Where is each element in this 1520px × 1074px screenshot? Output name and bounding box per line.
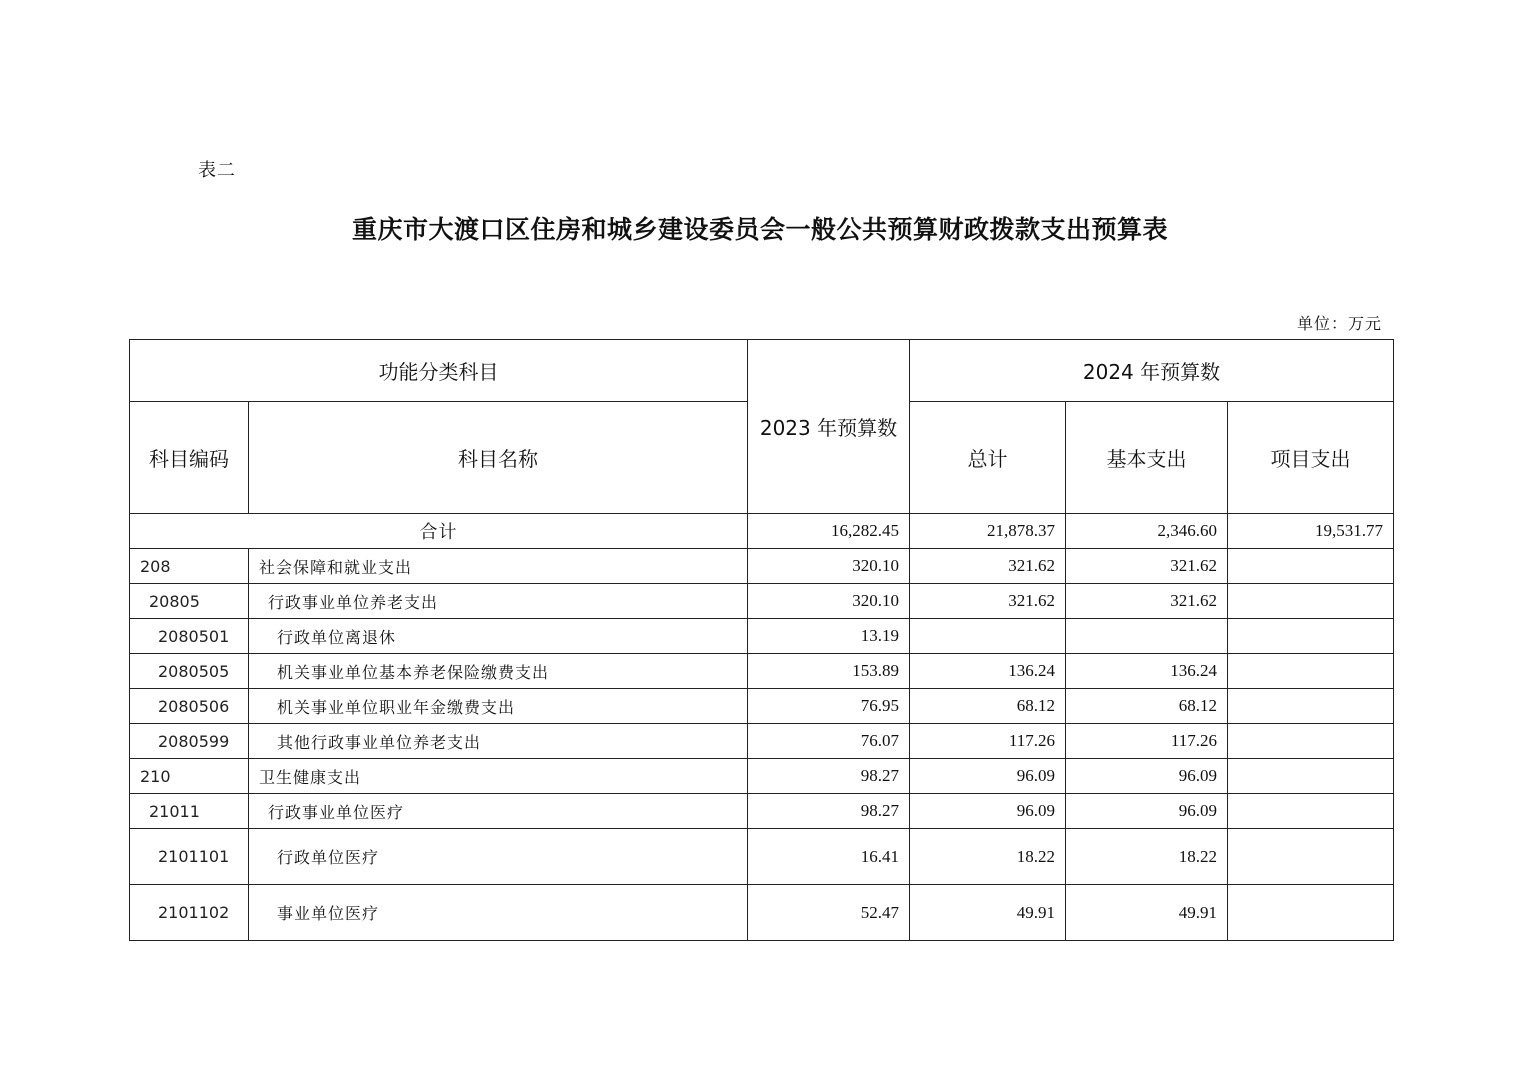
row-name: 行政单位离退休	[249, 619, 748, 654]
header-total: 总计	[910, 402, 1066, 514]
row-code: 2080501	[130, 619, 249, 654]
table-row	[130, 549, 1394, 584]
row-budget-2023: 98.27	[748, 759, 910, 794]
header-name: 科目名称	[249, 402, 748, 514]
total-basic-2024: 2,346.60	[1066, 514, 1228, 549]
row-budget-2023: 52.47	[748, 885, 910, 941]
row-code: 2080505	[130, 654, 249, 689]
header-functional-category: 功能分类科目	[130, 340, 748, 402]
row-code: 2101102	[130, 885, 249, 941]
row-basic-2024: 96.09	[1066, 759, 1228, 794]
row-name: 事业单位医疗	[249, 885, 748, 941]
table-label: 表二	[198, 160, 236, 181]
row-project-2024	[1228, 619, 1394, 654]
row-budget-2023: 153.89	[748, 654, 910, 689]
row-code: 2080506	[130, 689, 249, 724]
row-basic-2024: 136.24	[1066, 654, 1228, 689]
row-basic-2024: 68.12	[1066, 689, 1228, 724]
row-project-2024	[1228, 724, 1394, 759]
page-title: 重庆市大渡口区住房和城乡建设委员会一般公共预算财政拨款支出预算表	[351, 215, 1168, 244]
row-total-2024: 117.26	[910, 724, 1066, 759]
row-budget-2023: 13.19	[748, 619, 910, 654]
row-basic-2024: 96.09	[1066, 794, 1228, 829]
row-basic-2024: 321.62	[1066, 584, 1228, 619]
total-budget-2023: 16,282.45	[748, 514, 910, 549]
row-code: 2080599	[130, 724, 249, 759]
row-basic-2024: 117.26	[1066, 724, 1228, 759]
table-row	[130, 885, 1394, 941]
row-budget-2023: 320.10	[748, 549, 910, 584]
table-row	[130, 759, 1394, 794]
table-row	[130, 724, 1394, 759]
row-basic-2024: 49.91	[1066, 885, 1228, 941]
unit-note: 单位：万元	[1296, 314, 1382, 333]
row-code: 2101101	[130, 829, 249, 885]
row-name: 社会保障和就业支出	[249, 549, 748, 584]
table-row	[130, 829, 1394, 885]
table-row	[130, 619, 1394, 654]
row-budget-2023: 16.41	[748, 829, 910, 885]
row-name: 其他行政事业单位养老支出	[249, 724, 748, 759]
row-total-2024: 96.09	[910, 759, 1066, 794]
total-project-2024: 19,531.77	[1228, 514, 1394, 549]
row-name: 行政事业单位医疗	[249, 794, 748, 829]
row-total-2024: 68.12	[910, 689, 1066, 724]
row-name: 行政单位医疗	[249, 829, 748, 885]
row-budget-2023: 320.10	[748, 584, 910, 619]
header-basic: 基本支出	[1066, 402, 1228, 514]
row-total-2024	[910, 619, 1066, 654]
table-row	[130, 584, 1394, 619]
row-total-2024: 321.62	[910, 549, 1066, 584]
row-project-2024	[1228, 584, 1394, 619]
table-row	[130, 689, 1394, 724]
row-project-2024	[1228, 689, 1394, 724]
row-name: 机关事业单位职业年金缴费支出	[249, 689, 748, 724]
row-code: 20805	[130, 584, 249, 619]
header-code: 科目编码	[130, 402, 249, 514]
row-project-2024	[1228, 829, 1394, 885]
row-code: 210	[130, 759, 249, 794]
row-basic-2024: 321.62	[1066, 549, 1228, 584]
row-project-2024	[1228, 654, 1394, 689]
row-project-2024	[1228, 794, 1394, 829]
row-code: 21011	[130, 794, 249, 829]
row-basic-2024	[1066, 619, 1228, 654]
row-total-2024: 136.24	[910, 654, 1066, 689]
row-total-2024: 321.62	[910, 584, 1066, 619]
row-budget-2023: 76.07	[748, 724, 910, 759]
row-budget-2023: 76.95	[748, 689, 910, 724]
header-budget-2024: 2024 年预算数	[910, 340, 1394, 402]
row-project-2024	[1228, 759, 1394, 794]
row-basic-2024: 18.22	[1066, 829, 1228, 885]
total-row	[130, 514, 1394, 549]
row-name: 机关事业单位基本养老保险缴费支出	[249, 654, 748, 689]
row-name: 卫生健康支出	[249, 759, 748, 794]
row-total-2024: 49.91	[910, 885, 1066, 941]
row-total-2024: 96.09	[910, 794, 1066, 829]
row-name: 行政事业单位养老支出	[249, 584, 748, 619]
row-project-2024	[1228, 885, 1394, 941]
row-code: 208	[130, 549, 249, 584]
total-total-2024: 21,878.37	[910, 514, 1066, 549]
row-project-2024	[1228, 549, 1394, 584]
budget-table	[129, 339, 1394, 941]
table-row	[130, 654, 1394, 689]
row-budget-2023: 98.27	[748, 794, 910, 829]
header-project: 项目支出	[1228, 402, 1394, 514]
header-budget-2023: 2023 年预算数	[748, 340, 910, 514]
total-label: 合计	[130, 514, 748, 549]
table-row	[130, 794, 1394, 829]
row-total-2024: 18.22	[910, 829, 1066, 885]
